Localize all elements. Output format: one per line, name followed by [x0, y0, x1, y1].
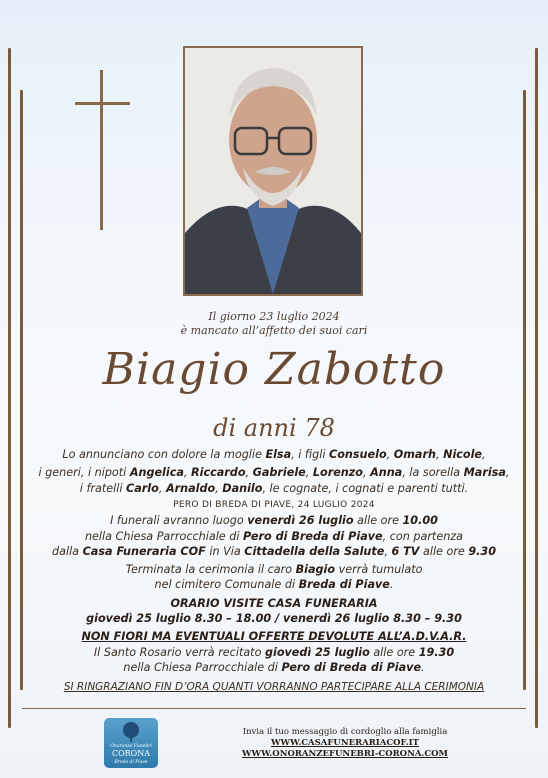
tree-icon [104, 718, 158, 768]
deceased-age: di anni 78 [213, 414, 335, 442]
burial-line-1: Terminata la cerimonia il caro Biagio verrà tumulato [125, 563, 423, 576]
logo-sub-text: Breda di Piave [114, 760, 148, 765]
divider [22, 708, 526, 709]
burial-line-2: nel cimitero Comunale di Breda di Piave. [154, 578, 394, 591]
death-date: Il giorno 23 luglio 2024 [208, 310, 340, 323]
funeral-line-1: I funerali avranno luogo venerdì 26 luglio alle ore 10.00 [110, 514, 438, 527]
footer-message: Invia il tuo messaggio di cordoglio alla famiglia [242, 727, 448, 737]
family-line-2: i generi, i nipoti Angelica, Riccardo, Gabriele, Lorenzo, Anna, la sorella Marisa, [38, 466, 510, 479]
family-line-3: i fratelli Carlo, Arnaldo, Danilo, le cognate, i cognati e parenti tutti. [79, 482, 469, 495]
footer [200, 727, 490, 760]
funeral-line-3: dalla Casa Funeraria COF in Via Cittadella della Salute, 6 TV alle ore 9.30 [52, 545, 496, 558]
link-casafuneraria[interactable]: WWW.CASAFUNERARIACOF.IT [271, 738, 419, 748]
flowers-notice: NON FIORI MA EVENTUALI OFFERTE DEVOLUTE ALL’A.D.V.A.R. [81, 630, 467, 643]
visits-hours: giovedì 25 luglio 8.30 – 18.00 / venerdì 26 luglio 8.30 – 9.30 [86, 612, 462, 625]
visits-title: ORARIO VISITE CASA FUNERARIA [170, 597, 378, 610]
family-line-1: Lo annunciano con dolore la moglie Elsa, i figli Consuelo, Omarh, Nicole, [62, 448, 486, 461]
logo-name: CORONA [111, 749, 151, 758]
logo-top-text: Onoranze Funebri [110, 744, 152, 749]
rosary-line-1: Il Santo Rosario verrà recitato giovedì 25 luglio alle ore 19.30 [93, 646, 455, 659]
portrait-photo [183, 46, 363, 296]
link-onoranze[interactable]: WWW.ONORANZEFUNEBRI-CORONA.COM [242, 749, 448, 759]
thanks-line: SI RINGRAZIANO FIN D’ORA QUANTI VORRANNO PARTECIPARE ALLA CERIMONIA [63, 681, 485, 693]
rosary-line-2: nella Chiesa Parrocchiale di Pero di Breda di Piave. [123, 661, 425, 674]
place-date: PERO DI BREDA DI PIAVE, 24 LUGLIO 2024 [173, 500, 375, 510]
funeral-line-2: nella Chiesa Parrocchiale di Pero di Breda di Piave, con partenza [84, 530, 464, 543]
funeral-home-logo [104, 718, 158, 768]
deceased-name: Biagio Zabotto [102, 344, 446, 395]
death-phrase: è mancato all’affetto dei suoi cari [180, 324, 368, 337]
